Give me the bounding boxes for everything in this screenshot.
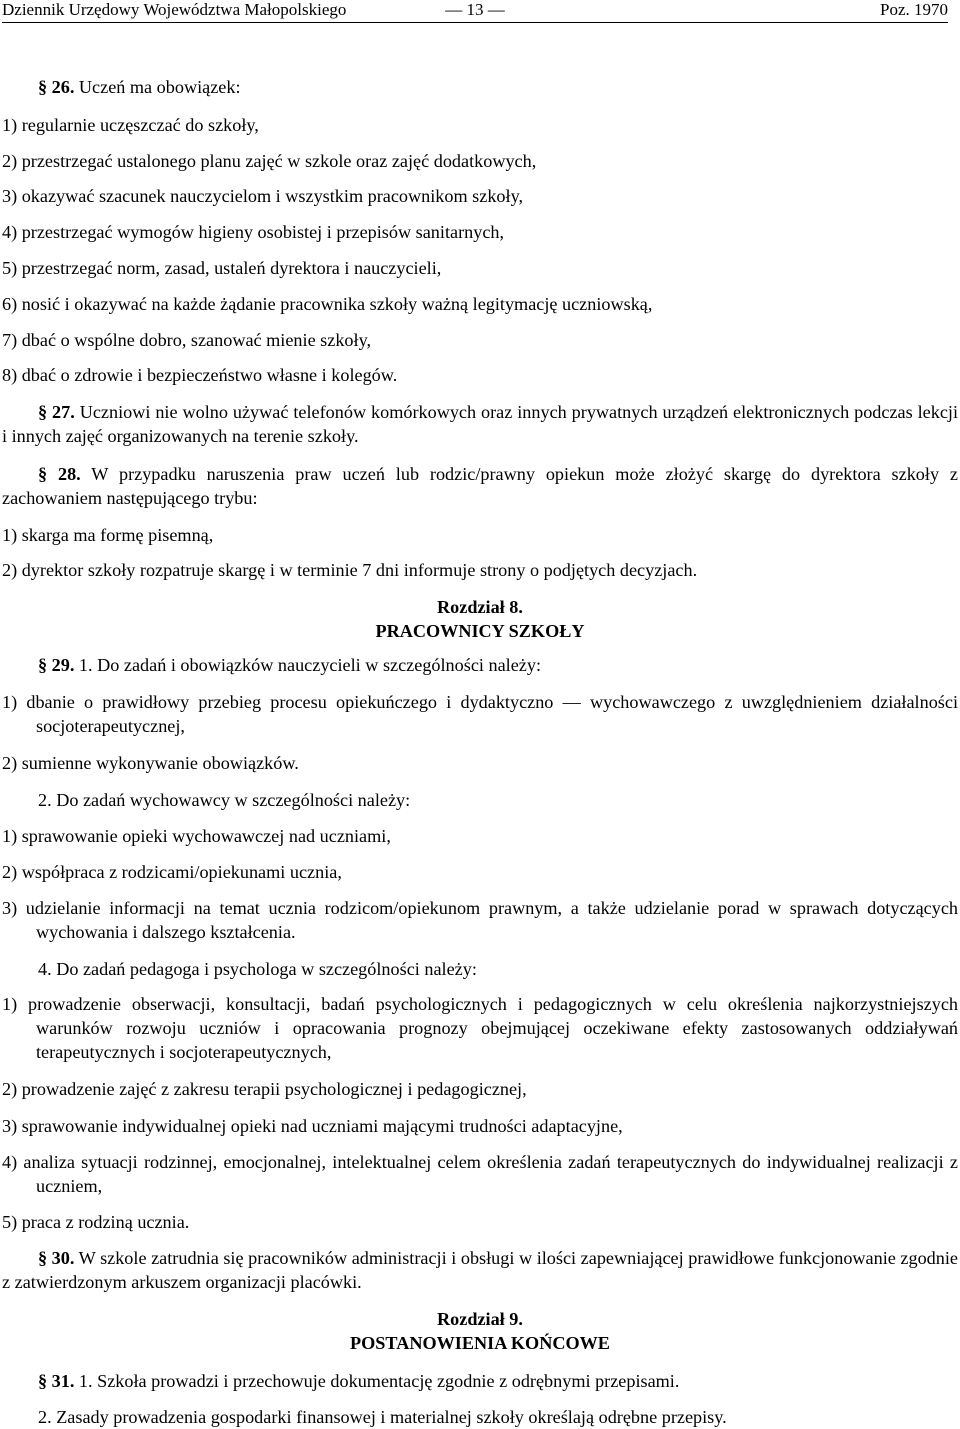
list-item: 1) skarga ma formę pisemną,	[2, 525, 214, 545]
section-27	[2, 400, 958, 448]
section-text: Uczniowi nie wolno używać telefonów komórkowych oraz innych prywatnych urządzeń elektronicznych podczas lekcji i innych zajęć organizowanych na terenie szkoły.	[2, 402, 959, 446]
paragraph-lead: 2. Do zadań wychowawcy w szczególności należy:	[38, 790, 411, 810]
list-item: 4) przestrzegać wymogów higieny osobistej i przepisów sanitarnych,	[2, 222, 505, 242]
chapter-subtitle: PRACOWNICY SZKOŁY	[375, 621, 585, 641]
section-30	[2, 1246, 958, 1294]
section-text: W szkole zatrudnia się pracowników administracji i obsługi w ilości zapewniającej prawidłowe funkcjonowanie zgodnie z zatwierdzonym arkuszem organizacji placówki.	[2, 1248, 958, 1292]
list-item: 1) sprawowanie opieki wychowawczej nad uczniami,	[2, 826, 391, 846]
list-item: 5) przestrzegać norm, zasad, ustaleń dyrektora i nauczycieli,	[2, 258, 442, 278]
list-item: 5) praca z rodziną ucznia.	[2, 1212, 190, 1232]
section-number: § 28.	[38, 464, 81, 484]
list-item: 3) sprawowanie indywidualnej opieki nad uczniami mającymi trudności adaptacyjne,	[2, 1116, 623, 1136]
list-item: 1) dbanie o prawidłowy przebieg procesu opiekuńczego i dydaktyczno — wychowawczego z uwzględnieniem działalności socjoterapeutycznej,	[2, 692, 958, 736]
section-text: W przypadku naruszenia praw uczeń lub rodzic/prawny opiekun może złożyć skargę do dyrektora szkoły z zachowaniem następującego trybu:	[2, 464, 958, 508]
list-item: 1) prowadzenie obserwacji, konsultacji, badań psychologicznych i pedagogicznych w celu określenia najkorzystniejszych warunków rozwoju uczniów i opracowania prognozy obejmującej oczekiwane efekty zastosowanych oddziaływań terapeutycznych i socjoterapeutycznych,	[2, 994, 958, 1062]
section-28	[2, 462, 958, 510]
list-item: 2) dyrektor szkoły rozpatruje skargę i w terminie 7 dni informuje strony o podjętych decyzjach.	[2, 560, 698, 580]
chapter-subtitle: POSTANOWIENIA KOŃCOWE	[350, 1333, 610, 1353]
section-text: Uczeń ma obowiązek:	[74, 77, 241, 97]
list-item: 2) przestrzegać ustalonego planu zajęć w szkole oraz zajęć dodatkowych,	[2, 151, 537, 171]
list-item: 4) analiza sytuacji rodzinnej, emocjonalnej, intelektualnej celem określenia zadań terapeutycznych do indywidualnej realizacji z uczniem,	[2, 1152, 958, 1196]
section-number: § 29.	[38, 655, 75, 675]
position-number: Poz. 1970	[880, 0, 948, 19]
page-number: — 13 —	[445, 0, 505, 19]
section-number: § 27.	[38, 402, 75, 422]
list-item: 7) dbać o wspólne dobro, szanować mienie szkoły,	[2, 330, 372, 350]
list-item: 6) nosić i okazywać na każde żądanie pracownika szkoły ważną legitymację uczniowską,	[2, 294, 653, 314]
section-29-lead	[2, 653, 960, 677]
list-item: 1) regularnie uczęszczać do szkoły,	[2, 115, 259, 135]
section-text: 1. Do zadań i obowiązków nauczycieli w szczególności należy:	[74, 655, 542, 675]
section-number: § 26.	[38, 77, 75, 97]
chapter-title: Rozdział 8.	[437, 597, 523, 617]
list-item: 3) okazywać szacunek nauczycielom i wszystkim pracownikom szkoły,	[2, 186, 524, 206]
paragraph: 2. Zasady prowadzenia gospodarki finansowej i materialnej szkoły określają odrębne przepisy.	[38, 1407, 727, 1427]
chapter-title: Rozdział 9.	[437, 1309, 523, 1329]
section-number: § 30.	[38, 1248, 75, 1268]
list-item: 2) prowadzenie zajęć z zakresu terapii psychologicznej i pedagogicznej,	[2, 1079, 527, 1099]
page-header	[2, 0, 948, 23]
paragraph-lead: 4. Do zadań pedagoga i psychologa w szczególności należy:	[38, 959, 477, 979]
section-text: 1. Szkoła prowadzi i przechowuje dokumentację zgodnie z odrębnymi przepisami.	[74, 1371, 680, 1391]
journal-title: Dziennik Urzędowy Województwa Małopolskiego	[2, 0, 347, 19]
list-item: 2) sumienne wykonywanie obowiązków.	[2, 753, 299, 773]
list-item: 2) współpraca z rodzicami/opiekunami ucznia,	[2, 862, 342, 882]
section-26-lead	[2, 75, 960, 99]
list-item: 8) dbać o zdrowie i bezpieczeństwo własne i kolegów.	[2, 365, 398, 385]
list-item: 3) udzielanie informacji na temat ucznia rodzicom/opiekunom prawnym, a także udzielanie porad w sprawach dotyczących wychowania i dalszego kształcenia.	[2, 898, 958, 942]
section-number: § 31.	[38, 1371, 75, 1391]
section-31-lead	[2, 1369, 960, 1393]
